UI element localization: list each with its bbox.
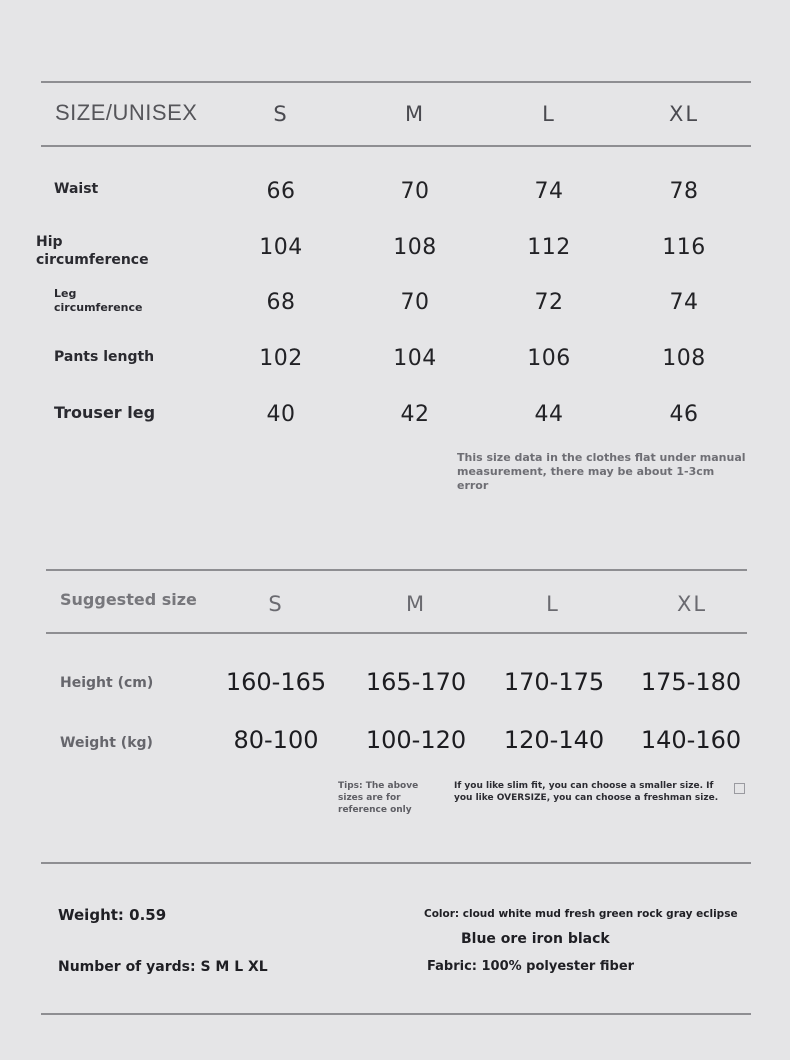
measurement-note: This size data in the clothes flat under manual measurement, there may be about 1-3cm error bbox=[457, 451, 746, 492]
cell: 40 bbox=[266, 402, 296, 427]
row-label-waist: Waist bbox=[54, 181, 99, 197]
size-header-l: L bbox=[542, 102, 556, 126]
footer-color: Color: cloud white mud fresh green rock gray eclipse bbox=[424, 908, 738, 920]
tip-right: If you like slim fit, you can choose a smaller size. If you like OVERSIZE, you can choose a freshman size. bbox=[454, 781, 719, 803]
cell: 116 bbox=[662, 235, 706, 260]
footer-top-divider bbox=[41, 862, 751, 864]
cell: 68 bbox=[266, 290, 296, 315]
row-label-leg: Leg circumference bbox=[54, 287, 143, 314]
suggest-header-l: L bbox=[546, 592, 560, 616]
cell: 120-140 bbox=[503, 726, 605, 754]
cell: 44 bbox=[534, 402, 564, 427]
size-header-xl: XL bbox=[668, 102, 700, 126]
cell: 70 bbox=[400, 290, 430, 315]
row-label-trouser-leg: Trouser leg bbox=[54, 403, 156, 422]
footer-weight: Weight: 0.59 bbox=[58, 906, 167, 924]
cell: 66 bbox=[266, 179, 296, 204]
footer-bottom-divider bbox=[41, 1013, 751, 1015]
size-table-header-label: SIZE/UNISEX bbox=[55, 100, 198, 125]
cell: 175-180 bbox=[640, 668, 742, 696]
cell: 46 bbox=[669, 402, 699, 427]
cell: 74 bbox=[669, 290, 699, 315]
cell: 74 bbox=[534, 179, 564, 204]
suggest-top-divider bbox=[46, 569, 747, 571]
footer-fabric: Fabric: 100% polyester fiber bbox=[427, 959, 635, 974]
cell: 70 bbox=[400, 179, 430, 204]
cell: 104 bbox=[259, 235, 303, 260]
cell: 102 bbox=[259, 346, 303, 371]
size-header-m: M bbox=[404, 102, 426, 126]
cell: 140-160 bbox=[640, 726, 742, 754]
row-label-hip: Hip circumference bbox=[36, 234, 149, 268]
cell: 108 bbox=[662, 346, 706, 371]
size-header-s: S bbox=[273, 102, 289, 126]
suggest-header-divider bbox=[46, 632, 747, 634]
edit-icon bbox=[734, 783, 745, 794]
top-divider bbox=[41, 81, 751, 83]
size-header-divider bbox=[41, 145, 751, 147]
row-label-height: Height (cm) bbox=[60, 675, 154, 691]
footer-color-2: Blue ore iron black bbox=[461, 931, 610, 947]
cell: 80-100 bbox=[233, 726, 319, 754]
cell: 160-165 bbox=[225, 668, 327, 696]
cell: 104 bbox=[393, 346, 437, 371]
cell: 72 bbox=[534, 290, 564, 315]
tip-left: Tips: The above sizes are for reference only bbox=[338, 781, 419, 815]
cell: 108 bbox=[393, 235, 437, 260]
suggest-header-xl: XL bbox=[676, 592, 708, 616]
cell: 112 bbox=[527, 235, 571, 260]
suggest-header-label: Suggested size bbox=[60, 590, 197, 609]
cell: 42 bbox=[400, 402, 430, 427]
cell: 165-170 bbox=[365, 668, 467, 696]
row-label-weight: Weight (kg) bbox=[60, 735, 153, 751]
cell: 100-120 bbox=[365, 726, 467, 754]
cell: 170-175 bbox=[503, 668, 605, 696]
cell: 106 bbox=[527, 346, 571, 371]
footer-yards: Number of yards: S M L XL bbox=[58, 959, 268, 975]
suggest-header-m: M bbox=[405, 592, 427, 616]
row-label-pants-length: Pants length bbox=[54, 349, 155, 365]
cell: 78 bbox=[669, 179, 699, 204]
suggest-header-s: S bbox=[268, 592, 284, 616]
